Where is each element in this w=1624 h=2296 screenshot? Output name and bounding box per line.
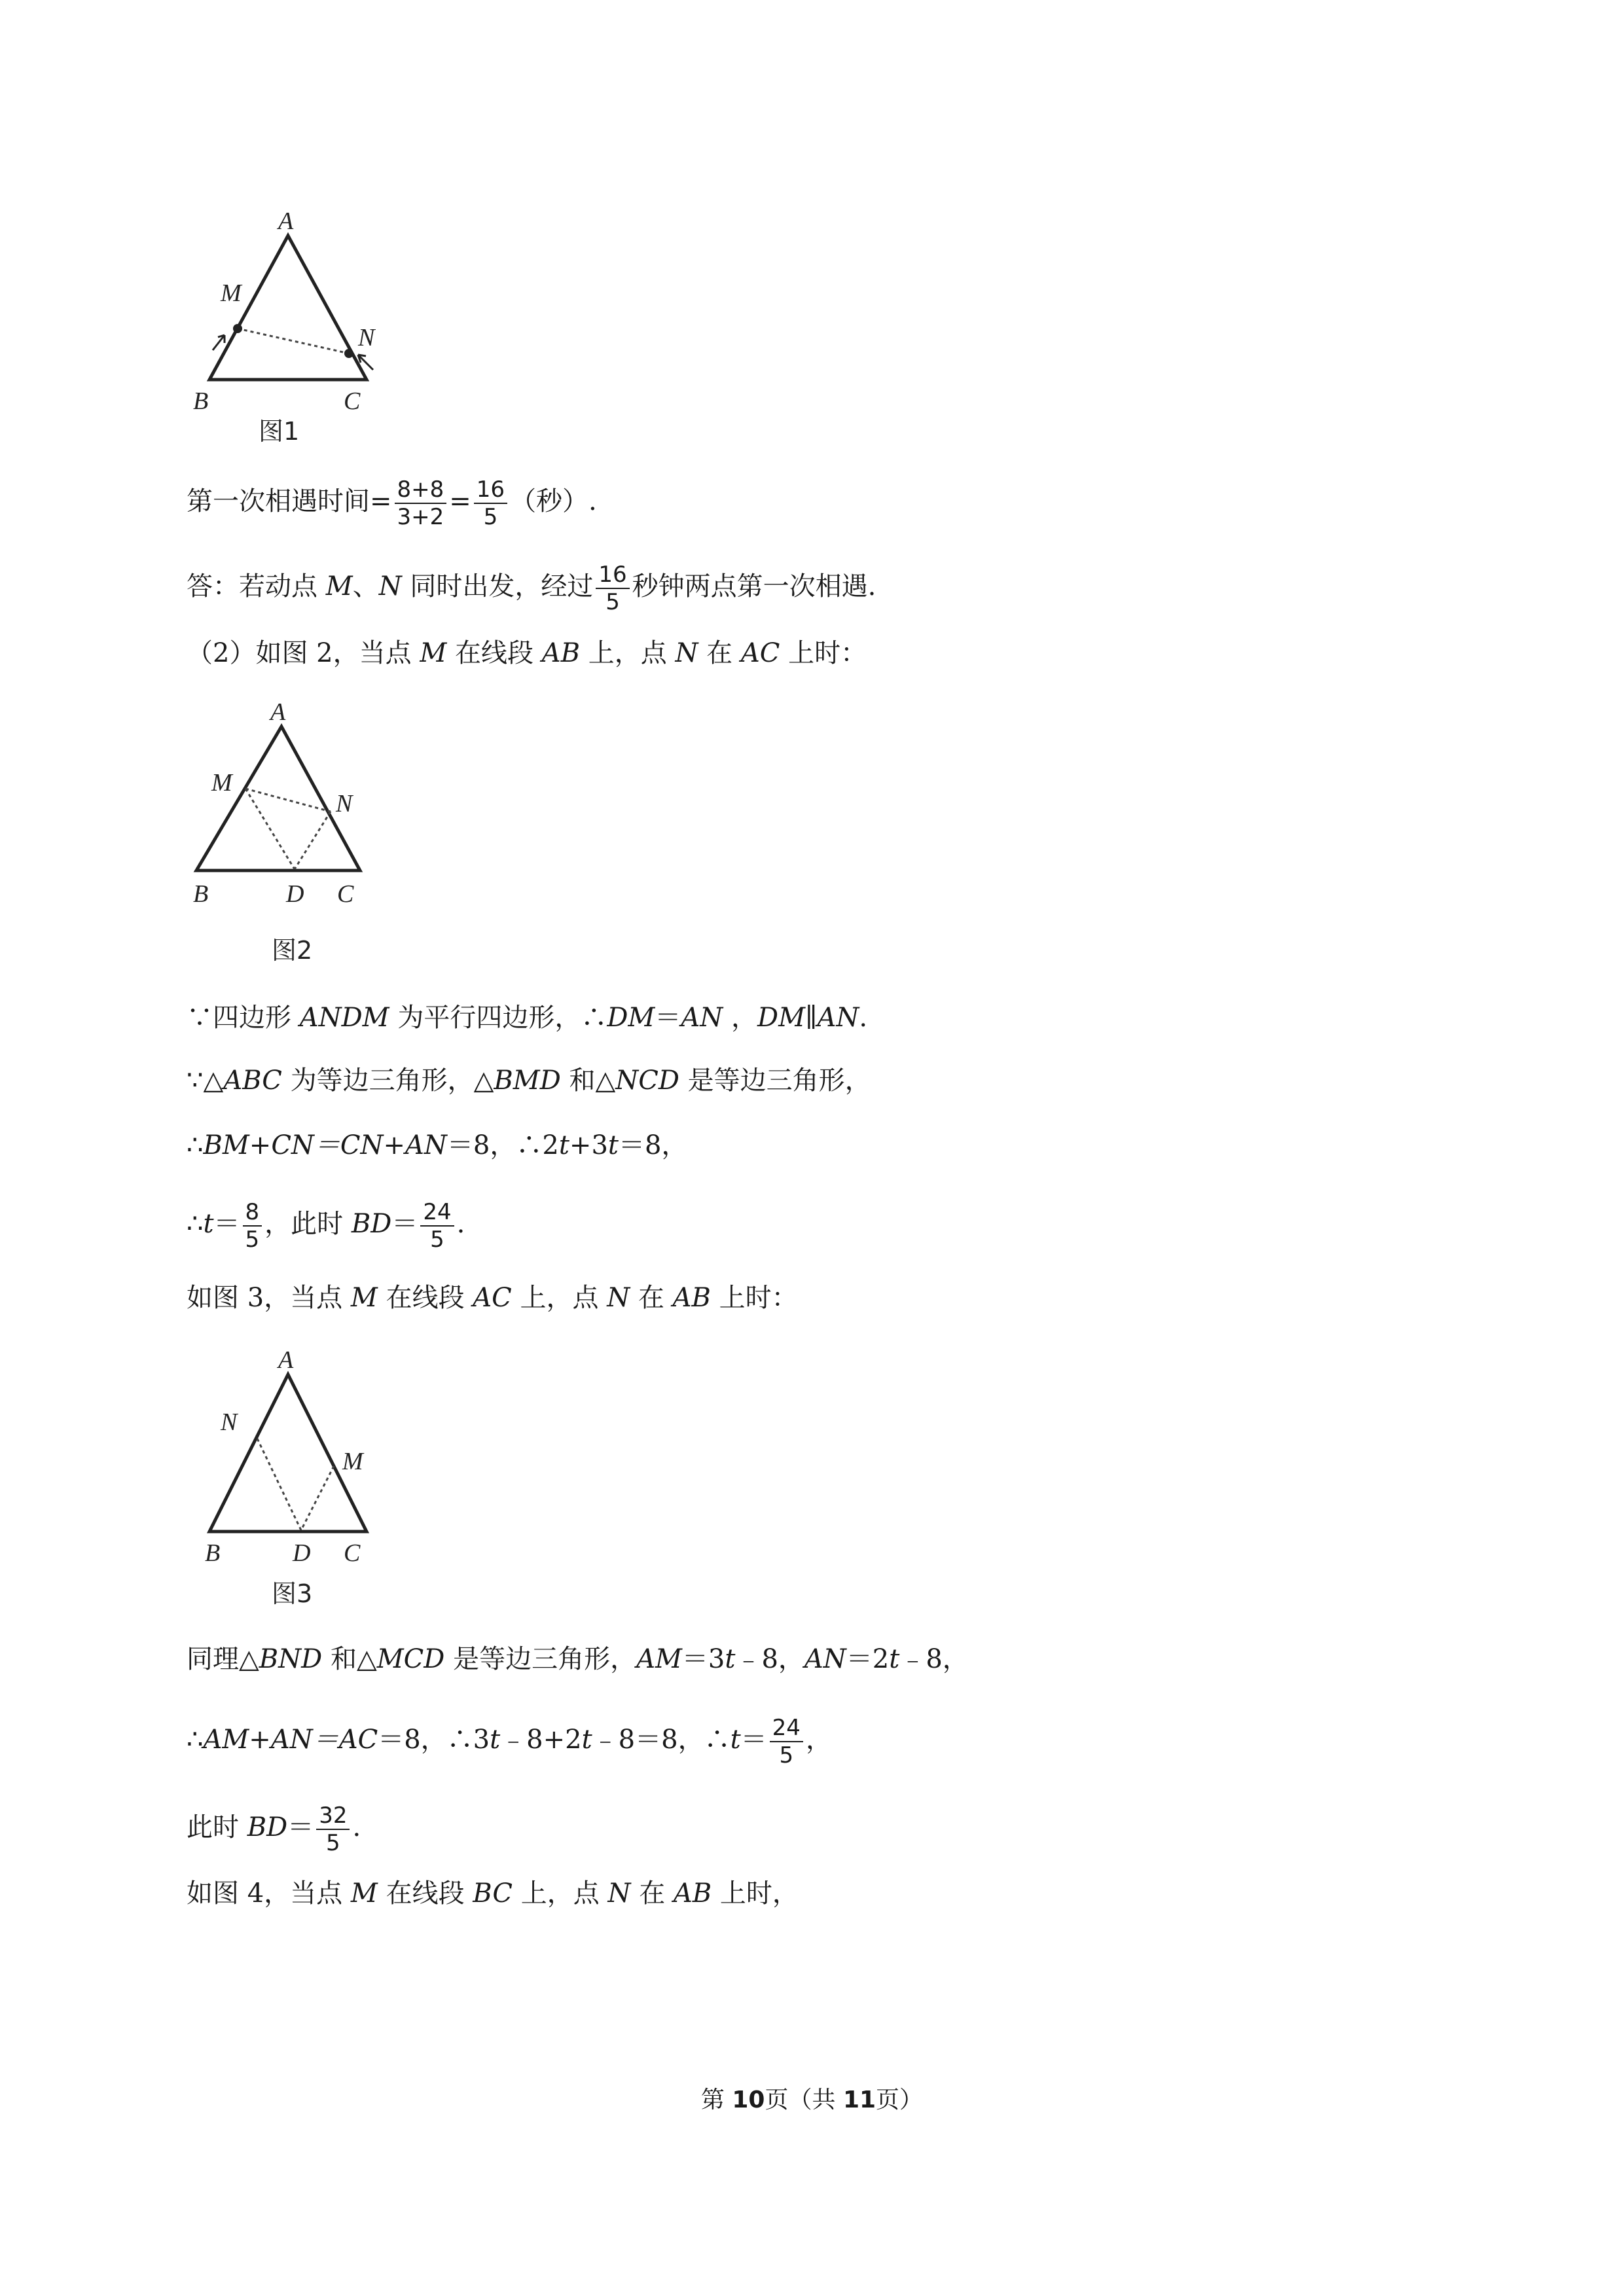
label-n: N [336, 790, 353, 817]
text: 为等边三角形，△ [281, 1066, 494, 1096]
math-var: M [350, 1283, 378, 1313]
math-var: AN [681, 1003, 723, 1033]
text: 是等边三角形， [679, 1066, 871, 1096]
text: ＝ [287, 1812, 314, 1842]
math-expr: BM+CN＝CN+AN [203, 1130, 447, 1160]
numerator: 16 [474, 476, 507, 504]
math-expr: AM+AN＝AC [203, 1725, 378, 1755]
numerator: 24 [770, 1715, 803, 1742]
denominator: 5 [605, 589, 620, 615]
label-a: A [278, 207, 294, 235]
denominator: 5 [483, 504, 498, 530]
text: ∴ [187, 1725, 204, 1755]
label-m: M [342, 1448, 363, 1475]
label-c: C [337, 880, 354, 908]
text: ﹣8+2 [500, 1725, 582, 1755]
text: 第一次相遇时间= [187, 486, 392, 516]
text: . [859, 1003, 868, 1033]
text: . [352, 1812, 361, 1842]
text: 如图 4，当点 [187, 1878, 351, 1909]
point-n [344, 349, 353, 358]
segment-md [301, 1466, 334, 1530]
text: 第 [700, 2087, 732, 2113]
label-n: N [221, 1408, 238, 1436]
label-a: A [278, 1346, 294, 1374]
text: ∴ [187, 1209, 204, 1239]
figure-1-caption: 图1 [259, 417, 300, 446]
label-c: C [344, 387, 361, 415]
fraction [316, 1803, 350, 1856]
math-var: AB [673, 1878, 712, 1909]
math-var: t [490, 1725, 501, 1755]
text: 上时： [780, 638, 867, 668]
math-var: NCD [615, 1066, 679, 1096]
point-m [233, 324, 242, 333]
figure-3-caption: 图3 [272, 1579, 313, 1608]
segment-mn [238, 329, 349, 353]
text: 上时， [712, 1878, 799, 1909]
math-var: t [581, 1725, 592, 1755]
text: 、 [352, 571, 379, 601]
text: ＝3 [681, 1644, 725, 1674]
figure-2-triangle [187, 694, 422, 982]
label-d: D [286, 880, 304, 908]
page-number: 10 [732, 2087, 765, 2113]
text: 在 [630, 1878, 674, 1909]
label-m: M [221, 279, 242, 307]
text: ＝ [655, 1003, 681, 1033]
math-var: AC [740, 638, 780, 668]
text-line-8 [187, 1280, 798, 1316]
text: ＝ [740, 1725, 767, 1755]
figure-2 [187, 694, 422, 984]
math-var: AN [804, 1644, 846, 1674]
figure-1 [187, 203, 422, 454]
text: 在 [630, 1283, 673, 1313]
text: 在线段 [377, 1878, 473, 1909]
text: 同时出发，经过 [401, 571, 594, 601]
text: ﹣8＝8，∴ [592, 1725, 731, 1755]
text: 是等边三角形， [444, 1644, 637, 1674]
numerator: 32 [316, 1803, 350, 1830]
figure-3 [187, 1342, 422, 1619]
text: . [456, 1209, 465, 1239]
label-c: C [344, 1539, 361, 1567]
math-var: BD [247, 1812, 288, 1842]
denominator: 5 [779, 1742, 794, 1768]
denominator: 5 [245, 1227, 260, 1253]
text: 在 [698, 638, 741, 668]
math-var: t [725, 1644, 736, 1674]
label-m: M [211, 769, 232, 797]
figure-2-caption: 图2 [272, 936, 313, 965]
text: （2）如图 2，当点 [187, 638, 420, 668]
text: 上时： [710, 1283, 798, 1313]
math-var: AM [636, 1644, 682, 1674]
fraction [243, 1199, 262, 1253]
text-line-1 [187, 476, 597, 530]
text: 为平行四边形，∴ [389, 1003, 607, 1033]
label-b: B [193, 880, 209, 908]
segment-md [245, 789, 295, 869]
text: ﹣8， [735, 1644, 804, 1674]
math-var: t [889, 1644, 900, 1674]
text-line-12 [187, 1875, 799, 1912]
label-n: N [358, 324, 375, 351]
text: 上，点 [511, 1283, 607, 1313]
text: ＝2 [846, 1644, 890, 1674]
numerator: 8+8 [395, 476, 447, 504]
fraction [420, 1199, 454, 1253]
text-line-4 [187, 999, 867, 1036]
arrow-icon-left [213, 335, 225, 350]
math-var: t [203, 1209, 214, 1239]
math-var: N [607, 1878, 631, 1909]
text: 此时 [187, 1812, 247, 1842]
math-var: t [607, 1130, 619, 1160]
text: 同理△ [187, 1644, 259, 1674]
math-var: MCD [376, 1644, 445, 1674]
text: ＝ [213, 1209, 240, 1239]
label-b: B [193, 387, 209, 415]
denominator: 5 [326, 1830, 340, 1856]
math-var: N [607, 1283, 630, 1313]
math-var: AB [541, 638, 581, 668]
text: 上，点 [513, 1878, 608, 1909]
label-d: D [293, 1539, 311, 1567]
text: 上，点 [580, 638, 676, 668]
text-line-6 [187, 1127, 687, 1164]
text: 和△ [322, 1644, 377, 1674]
math-var: BC [473, 1878, 513, 1909]
text: ，此时 [264, 1209, 352, 1239]
text-line-7 [187, 1199, 465, 1253]
text: 在线段 [446, 638, 542, 668]
fraction [596, 562, 629, 615]
text: 和△ [560, 1066, 616, 1096]
segment-nd [257, 1439, 301, 1530]
page-footer [0, 2081, 1624, 2115]
text: ， [723, 1003, 757, 1033]
math-var: M [325, 571, 353, 601]
page-total: 11 [842, 2087, 876, 2113]
segment-nd [295, 812, 331, 869]
numerator: 8 [243, 1199, 262, 1227]
text-line-2 [187, 562, 876, 615]
math-var: ANDM [299, 1003, 389, 1033]
math-var: M [420, 638, 447, 668]
figure-3-triangle [187, 1342, 422, 1617]
fraction [474, 476, 507, 530]
text: ∵△ [187, 1066, 224, 1096]
label-b: B [205, 1539, 221, 1567]
fraction [395, 476, 447, 530]
text: 在线段 [377, 1283, 473, 1313]
denominator: 3+2 [397, 504, 444, 530]
numerator: 24 [420, 1199, 454, 1227]
triangle-abc [209, 236, 367, 380]
math-var: ABC [223, 1066, 282, 1096]
text-line-3 [187, 635, 867, 672]
math-var: AB [672, 1283, 711, 1313]
math-var: BND [259, 1644, 323, 1674]
math-var: BMD [494, 1066, 561, 1096]
text: 答：若动点 [187, 571, 326, 601]
text: ＝ [391, 1209, 418, 1239]
math-var: N [675, 638, 698, 668]
text-line-9 [187, 1641, 969, 1677]
text: 页） [876, 2087, 924, 2113]
numerator: 16 [596, 562, 629, 589]
denominator: 5 [430, 1227, 444, 1253]
text: 秒钟两点第一次相遇. [632, 571, 876, 601]
text: ﹣8， [899, 1644, 969, 1674]
text: = [449, 486, 471, 516]
text-line-11 [187, 1803, 361, 1856]
figure-1-triangle [187, 203, 422, 452]
math-var: DM [607, 1003, 655, 1033]
math-var: t [730, 1725, 741, 1755]
math-var: DM∥AN [757, 1003, 859, 1033]
text: +3 [569, 1130, 608, 1160]
text: ＝8，∴3 [378, 1725, 490, 1755]
text: 页（共 [765, 2087, 843, 2113]
text: （秒）. [510, 486, 597, 516]
math-var: M [350, 1878, 378, 1909]
text-line-10 [187, 1715, 832, 1768]
text: 如图 3，当点 [187, 1283, 351, 1313]
text: ∴ [187, 1130, 204, 1160]
text: ∵四边形 [187, 1003, 300, 1033]
fraction [770, 1715, 803, 1768]
math-var: t [558, 1130, 569, 1160]
text: ＝8，∴2 [446, 1130, 559, 1160]
text: ， [805, 1725, 832, 1755]
math-var: AC [473, 1283, 512, 1313]
math-var: N [378, 571, 402, 601]
text: ＝8， [618, 1130, 688, 1160]
label-a: A [270, 698, 286, 726]
text-line-5 [187, 1062, 871, 1099]
math-var: BD [351, 1209, 392, 1239]
